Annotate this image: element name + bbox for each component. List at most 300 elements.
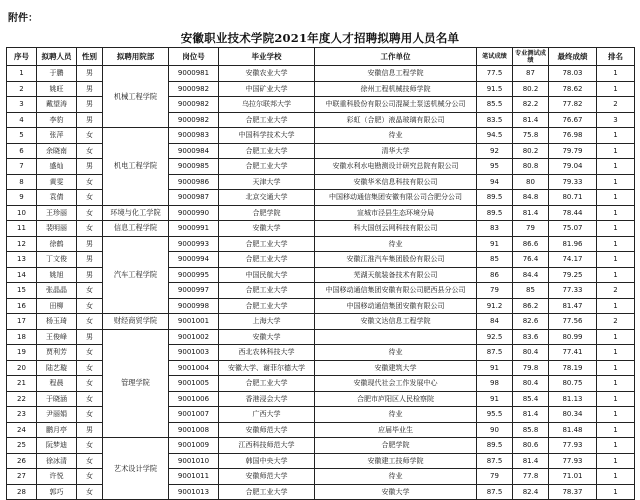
post-number: 9000983: [169, 128, 219, 144]
candidate-gender: 女: [77, 221, 103, 237]
candidate-name: 丁文俊: [37, 252, 77, 268]
row-number: 8: [7, 174, 37, 190]
employer: 清华大学: [315, 143, 477, 159]
final-score: 77.93: [549, 438, 597, 454]
attachment-label: 附件：: [8, 13, 38, 24]
written-score: 92.5: [477, 329, 513, 345]
table-row: [7, 360, 635, 376]
row-number: 22: [7, 391, 37, 407]
candidate-name: 贾利芳: [37, 345, 77, 361]
post-number: 9000982: [169, 97, 219, 113]
graduated-school: 安徽大学: [219, 329, 315, 345]
table-row: [7, 484, 635, 500]
professional-score: 75.8: [513, 128, 549, 144]
final-score: 78.03: [549, 66, 597, 82]
department-name: 财经商贸学院: [103, 314, 169, 330]
post-number: 9001009: [169, 438, 219, 454]
header-final: 最终成绩: [549, 48, 597, 66]
final-score: 78.19: [549, 360, 597, 376]
graduated-school: 安徽师范大学: [219, 469, 315, 485]
professional-score: 82.6: [513, 314, 549, 330]
department-name: 环境与化工学院: [103, 205, 169, 221]
candidate-name: 袁倩: [37, 190, 77, 206]
post-number: 9000985: [169, 159, 219, 175]
employer: 中联重科股份有限公司混凝土泵送机械分公司: [315, 97, 477, 113]
table-row: [7, 112, 635, 128]
final-score: 79.04: [549, 159, 597, 175]
final-score: 75.07: [549, 221, 597, 237]
row-number: 7: [7, 159, 37, 175]
employer: 芜湖天航装备技术有限公司: [315, 267, 477, 283]
employer: 待业: [315, 236, 477, 252]
graduated-school: 合肥工业大学: [219, 283, 315, 299]
employer: 安徽华米信息科技有限公司: [315, 174, 477, 190]
professional-score: 85.8: [513, 422, 549, 438]
rank: 1: [597, 81, 635, 97]
row-number: 5: [7, 128, 37, 144]
row-number: 23: [7, 407, 37, 423]
final-score: 77.33: [549, 283, 597, 299]
table-row: [7, 159, 635, 175]
written-score: 87.5: [477, 345, 513, 361]
candidate-name: 徐冰清: [37, 453, 77, 469]
professional-score: 82.4: [513, 484, 549, 500]
table-row: [7, 205, 635, 221]
professional-score: 87: [513, 66, 549, 82]
final-score: 78.62: [549, 81, 597, 97]
rank: 1: [597, 422, 635, 438]
candidate-gender: 女: [77, 391, 103, 407]
rank: 1: [597, 252, 635, 268]
candidate-name: 姚旭: [37, 267, 77, 283]
professional-score: 76.4: [513, 252, 549, 268]
graduated-school: 合肥工业大学: [219, 143, 315, 159]
professional-score: 86.2: [513, 298, 549, 314]
department-name: 艺术设计学院: [103, 438, 169, 500]
rank: 1: [597, 407, 635, 423]
table-row: [7, 283, 635, 299]
candidate-name: 张晶晶: [37, 283, 77, 299]
rank: 1: [597, 205, 635, 221]
employer: [315, 329, 477, 345]
post-number: 9001004: [169, 360, 219, 376]
candidate-name: 徐鹤: [37, 236, 77, 252]
written-score: 92: [477, 143, 513, 159]
rank: 1: [597, 360, 635, 376]
graduated-school: 中国矿业大学: [219, 81, 315, 97]
row-number: 10: [7, 205, 37, 221]
candidate-name: 于鹏: [37, 66, 77, 82]
written-score: 94: [477, 174, 513, 190]
candidate-table: [6, 47, 635, 500]
table-row: [7, 267, 635, 283]
candidate-name: 许悦: [37, 469, 77, 485]
header-school: 毕业学校: [219, 48, 315, 66]
rank: 1: [597, 391, 635, 407]
rank: 1: [597, 66, 635, 82]
row-number: 21: [7, 376, 37, 392]
written-score: 85.5: [477, 97, 513, 113]
final-score: 79.25: [549, 267, 597, 283]
post-number: 9000995: [169, 267, 219, 283]
header-written: 笔试成绩: [477, 48, 513, 66]
post-number: 9000990: [169, 205, 219, 221]
table-row: [7, 314, 635, 330]
final-score: 76.98: [549, 128, 597, 144]
table-row: [7, 376, 635, 392]
candidate-name: 于晓涵: [37, 391, 77, 407]
written-score: 89.5: [477, 190, 513, 206]
row-number: 2: [7, 81, 37, 97]
employer: 合肥学院: [315, 438, 477, 454]
candidate-name: 王俊峰: [37, 329, 77, 345]
row-number: 17: [7, 314, 37, 330]
candidate-gender: 女: [77, 438, 103, 454]
table-row: [7, 221, 635, 237]
post-number: 9001013: [169, 484, 219, 500]
final-score: 80.75: [549, 376, 597, 392]
candidate-gender: 女: [77, 283, 103, 299]
graduated-school: 天津大学: [219, 174, 315, 190]
row-number: 19: [7, 345, 37, 361]
row-number: 25: [7, 438, 37, 454]
employer: 科大国创云网科技有限公司: [315, 221, 477, 237]
employer: 安徽建筑大学: [315, 360, 477, 376]
written-score: 86: [477, 267, 513, 283]
professional-score: 80.8: [513, 159, 549, 175]
table-row: [7, 252, 635, 268]
employer: 宣城市泾县生态环境分局: [315, 205, 477, 221]
candidate-gender: 女: [77, 469, 103, 485]
table-row: [7, 66, 635, 82]
post-number: 9000981: [169, 66, 219, 82]
candidate-gender: 女: [77, 298, 103, 314]
final-score: 80.71: [549, 190, 597, 206]
graduated-school: 韩国中央大学: [219, 453, 315, 469]
written-score: 90: [477, 422, 513, 438]
candidate-name: 程晨: [37, 376, 77, 392]
rank: 1: [597, 190, 635, 206]
written-score: 91: [477, 360, 513, 376]
employer: 安徽建工技师学院: [315, 453, 477, 469]
final-score: 81.47: [549, 298, 597, 314]
professional-score: 81.4: [513, 453, 549, 469]
rank: 1: [597, 484, 635, 500]
written-score: 94.5: [477, 128, 513, 144]
candidate-name: 鹏月亭: [37, 422, 77, 438]
row-number: 3: [7, 97, 37, 113]
header-name: 拟聘人员: [37, 48, 77, 66]
written-score: 79: [477, 469, 513, 485]
candidate-gender: 男: [77, 329, 103, 345]
professional-score: 85.4: [513, 391, 549, 407]
row-number: 16: [7, 298, 37, 314]
rank: 1: [597, 128, 635, 144]
table-row: [7, 97, 635, 113]
graduated-school: 安徽大学、谢菲尔德大学: [219, 360, 315, 376]
candidate-gender: 男: [77, 236, 103, 252]
post-number: 9000984: [169, 143, 219, 159]
post-number: 9000982: [169, 112, 219, 128]
row-number: 24: [7, 422, 37, 438]
row-number: 15: [7, 283, 37, 299]
row-number: 27: [7, 469, 37, 485]
written-score: 85: [477, 252, 513, 268]
candidate-name: 裴明丽: [37, 221, 77, 237]
candidate-name: 黄雯: [37, 174, 77, 190]
rank: 2: [597, 283, 635, 299]
final-score: 77.93: [549, 453, 597, 469]
candidate-gender: 女: [77, 345, 103, 361]
row-number: 28: [7, 484, 37, 500]
candidate-gender: 女: [77, 453, 103, 469]
professional-score: 80.4: [513, 376, 549, 392]
header-employer: 工作单位: [315, 48, 477, 66]
written-score: 87.5: [477, 484, 513, 500]
candidate-name: 盛灿: [37, 159, 77, 175]
graduated-school: 合肥工业大学: [219, 252, 315, 268]
rank: 1: [597, 438, 635, 454]
professional-score: 79.8: [513, 360, 549, 376]
row-number: 14: [7, 267, 37, 283]
final-score: 74.17: [549, 252, 597, 268]
candidate-gender: 女: [77, 484, 103, 500]
rank: 1: [597, 298, 635, 314]
row-number: 1: [7, 66, 37, 82]
final-score: 76.67: [549, 112, 597, 128]
table-row: [7, 329, 635, 345]
employer: 安徽现代社会工作发展中心: [315, 376, 477, 392]
final-score: 78.37: [549, 484, 597, 500]
candidate-gender: 女: [77, 205, 103, 221]
professional-score: 86.6: [513, 236, 549, 252]
final-score: 80.99: [549, 329, 597, 345]
department-name: 管理学院: [103, 329, 169, 438]
rank: 3: [597, 112, 635, 128]
rank: 1: [597, 143, 635, 159]
graduated-school: 香港浸会大学: [219, 391, 315, 407]
final-score: 77.56: [549, 314, 597, 330]
employer: 中国移动通信集团安徽有限公司肥西县分公司: [315, 283, 477, 299]
row-number: 13: [7, 252, 37, 268]
employer: 安徽文达信息工程学院: [315, 314, 477, 330]
post-number: 9001003: [169, 345, 219, 361]
written-score: 91.2: [477, 298, 513, 314]
rank: 1: [597, 159, 635, 175]
graduated-school: 广西大学: [219, 407, 315, 423]
graduated-school: 中国科学技术大学: [219, 128, 315, 144]
employer: 彩虹（合肥）液晶玻璃有限公司: [315, 112, 477, 128]
table-row: [7, 81, 635, 97]
candidate-name: 杨玉琦: [37, 314, 77, 330]
employer: 安徽大学: [315, 484, 477, 500]
graduated-school: 合肥工业大学: [219, 112, 315, 128]
final-score: 79.79: [549, 143, 597, 159]
graduated-school: 西北农林科技大学: [219, 345, 315, 361]
candidate-name: 阮梦迪: [37, 438, 77, 454]
rank: 1: [597, 236, 635, 252]
candidate-gender: 女: [77, 143, 103, 159]
table-row: [7, 174, 635, 190]
graduated-school: 安徽大学: [219, 221, 315, 237]
post-number: 9000991: [169, 221, 219, 237]
professional-score: 81.4: [513, 112, 549, 128]
final-score: 79.33: [549, 174, 597, 190]
professional-score: 80.2: [513, 81, 549, 97]
written-score: 83: [477, 221, 513, 237]
candidate-name: 姚旺: [37, 81, 77, 97]
department-name: 机械工程学院: [103, 66, 169, 128]
written-score: 84: [477, 314, 513, 330]
employer: 应届毕业生: [315, 422, 477, 438]
rank: 1: [597, 267, 635, 283]
post-number: 9001007: [169, 407, 219, 423]
candidate-gender: 男: [77, 81, 103, 97]
graduated-school: 合肥工业大学: [219, 236, 315, 252]
table-row: [7, 469, 635, 485]
department-name: 机电工程学院: [103, 128, 169, 206]
employer: 中国移动通信集团安徽有限公司合肥分公司: [315, 190, 477, 206]
graduated-school: 乌拉尔联邦大学: [219, 97, 315, 113]
graduated-school: 合肥学院: [219, 205, 315, 221]
table-row: [7, 236, 635, 252]
table-row: [7, 422, 635, 438]
employer: 待业: [315, 345, 477, 361]
post-number: 9000994: [169, 252, 219, 268]
final-score: 81.48: [549, 422, 597, 438]
row-number: 6: [7, 143, 37, 159]
graduated-school: 江西科技师范大学: [219, 438, 315, 454]
professional-score: 85: [513, 283, 549, 299]
table-row: [7, 391, 635, 407]
candidate-gender: 男: [77, 422, 103, 438]
professional-score: 77.8: [513, 469, 549, 485]
post-number: 9001010: [169, 453, 219, 469]
employer: 安徽江淮汽车集团股份有限公司: [315, 252, 477, 268]
candidate-name: 余晓南: [37, 143, 77, 159]
written-score: 95: [477, 159, 513, 175]
written-score: 89.5: [477, 205, 513, 221]
graduated-school: 合肥工业大学: [219, 484, 315, 500]
candidate-gender: 男: [77, 66, 103, 82]
header-prof: 专业测试成绩: [513, 48, 549, 66]
table-row: [7, 345, 635, 361]
document-title: 安徽职业技术学院2021年度人才招聘拟聘用人员名单: [180, 31, 460, 45]
post-number: 9000993: [169, 236, 219, 252]
row-number: 11: [7, 221, 37, 237]
graduated-school: 合肥工业大学: [219, 298, 315, 314]
row-number: 26: [7, 453, 37, 469]
candidate-name: 王珍丽: [37, 205, 77, 221]
employer: 徐州工程机械技师学院: [315, 81, 477, 97]
professional-score: 80.4: [513, 345, 549, 361]
employer: 安徽水利水电勘测设计研究总院有限公司: [315, 159, 477, 175]
rank: 1: [597, 329, 635, 345]
written-score: 91: [477, 236, 513, 252]
candidate-gender: 女: [77, 174, 103, 190]
candidate-name: 尹丽娟: [37, 407, 77, 423]
candidate-gender: 男: [77, 97, 103, 113]
candidate-gender: 女: [77, 128, 103, 144]
final-score: 81.13: [549, 391, 597, 407]
written-score: 77.5: [477, 66, 513, 82]
written-score: 89.5: [477, 438, 513, 454]
employer: 待业: [315, 469, 477, 485]
rank: 1: [597, 453, 635, 469]
written-score: 98: [477, 376, 513, 392]
employer: 中国移动通信集团安徽有限公司: [315, 298, 477, 314]
employer: 待业: [315, 407, 477, 423]
rank: 1: [597, 376, 635, 392]
rank: 2: [597, 314, 635, 330]
post-number: 9000987: [169, 190, 219, 206]
post-number: 9000986: [169, 174, 219, 190]
candidate-name: 田柳: [37, 298, 77, 314]
post-number: 9001008: [169, 422, 219, 438]
written-score: 91.5: [477, 81, 513, 97]
graduated-school: 合肥工业大学: [219, 376, 315, 392]
rank: 2: [597, 97, 635, 113]
employer: 待业: [315, 128, 477, 144]
table-row: [7, 453, 635, 469]
professional-score: 81.4: [513, 407, 549, 423]
candidate-gender: 男: [77, 159, 103, 175]
row-number: 12: [7, 236, 37, 252]
table-row: [7, 143, 635, 159]
header-post: 岗位号: [169, 48, 219, 66]
professional-score: 81.4: [513, 205, 549, 221]
professional-score: 79: [513, 221, 549, 237]
table-row: [7, 407, 635, 423]
candidate-gender: 女: [77, 314, 103, 330]
header-no: 序号: [7, 48, 37, 66]
written-score: 79: [477, 283, 513, 299]
graduated-school: 上海大学: [219, 314, 315, 330]
post-number: 9001005: [169, 376, 219, 392]
post-number: 9001002: [169, 329, 219, 345]
graduated-school: 北京交通大学: [219, 190, 315, 206]
rank: 1: [597, 345, 635, 361]
written-score: 87.5: [477, 453, 513, 469]
final-score: 78.44: [549, 205, 597, 221]
candidate-gender: 女: [77, 360, 103, 376]
post-number: 9000997: [169, 283, 219, 299]
graduated-school: 合肥工业大学: [219, 159, 315, 175]
rank: 1: [597, 221, 635, 237]
table-row: [7, 190, 635, 206]
header-rank: 排名: [597, 48, 635, 66]
row-number: 20: [7, 360, 37, 376]
professional-score: 84.4: [513, 267, 549, 283]
graduated-school: 安徽农业大学: [219, 66, 315, 82]
department-name: 汽车工程学院: [103, 236, 169, 314]
written-score: 83.5: [477, 112, 513, 128]
candidate-gender: 女: [77, 407, 103, 423]
graduated-school: 安徽师范大学: [219, 422, 315, 438]
table-row: [7, 438, 635, 454]
post-number: 9001001: [169, 314, 219, 330]
candidate-name: 李豹: [37, 112, 77, 128]
candidate-gender: 男: [77, 252, 103, 268]
professional-score: 80: [513, 174, 549, 190]
candidate-gender: 女: [77, 376, 103, 392]
post-number: 9001006: [169, 391, 219, 407]
final-score: 77.82: [549, 97, 597, 113]
table-row: [7, 128, 635, 144]
row-number: 4: [7, 112, 37, 128]
professional-score: 82.2: [513, 97, 549, 113]
candidate-name: 张萍: [37, 128, 77, 144]
